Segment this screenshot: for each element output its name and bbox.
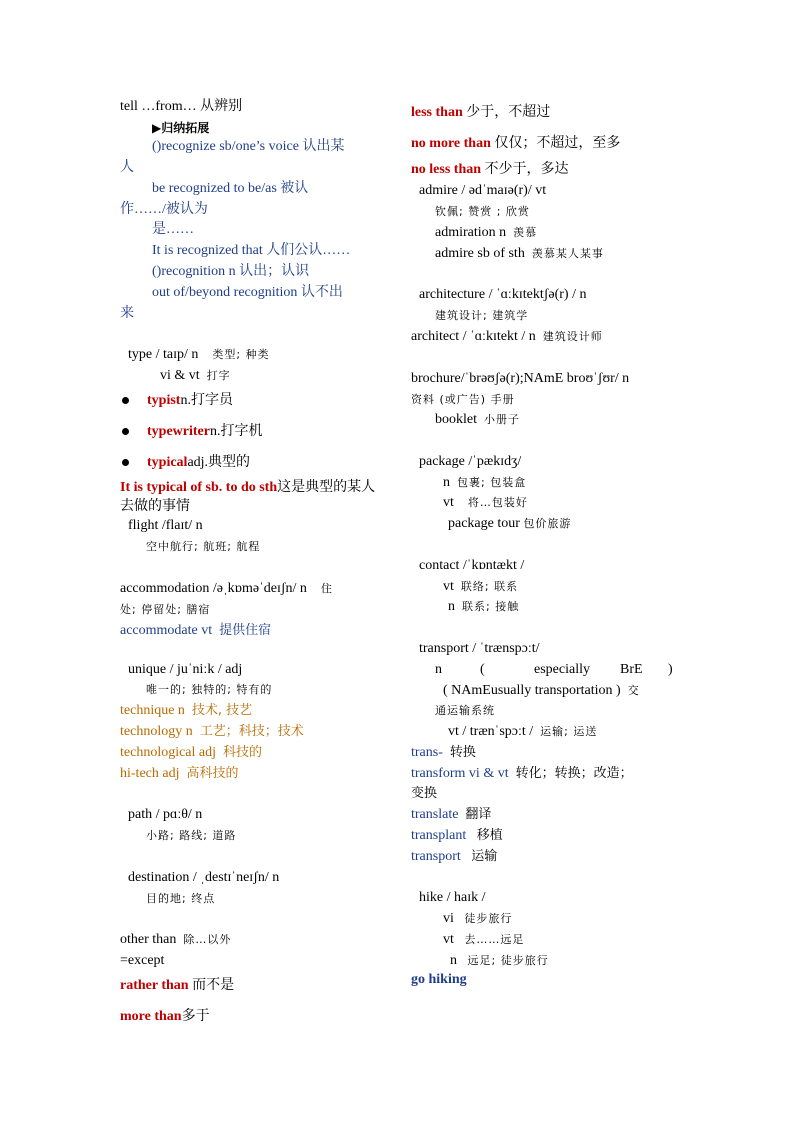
bullet-typist: typistn.打字员	[122, 391, 233, 411]
hitech-entry: hi-tech adj 高科技的	[120, 766, 239, 781]
type-meaning: 类型; 种类	[212, 348, 270, 361]
entry-other-than: other than 除…以外	[120, 932, 232, 947]
entry-tell: tell …from… 从辨别	[120, 99, 243, 114]
path-meaning: 小路; 路线; 道路	[146, 829, 237, 842]
accommodate-entry: accommodate vt 提供住宿	[120, 623, 272, 638]
transform-meaning-cont: 变换	[411, 786, 438, 801]
transport-noun-meaning: 通运输系统	[435, 704, 495, 717]
transport-noun: n	[435, 662, 442, 677]
recognize-phrase-2: be recognized to be/as 被认	[152, 181, 309, 196]
entry-no-less-than: no less than 不少于，多达	[411, 162, 569, 177]
transform-entry: transform vi & vt 转化；转换；改造；	[411, 766, 633, 781]
entry-admire: admire / ədˈmaɪə(r)/ vt	[419, 183, 547, 198]
transport-noun-paren: (	[480, 662, 485, 677]
contact-verb: vt 联络; 联系	[443, 579, 519, 594]
package-tour: package tour 包价旅游	[448, 516, 572, 531]
hike-vi: vi 徒步旅行	[443, 911, 513, 926]
entry-destination: destination / ˌdestɪˈneɪʃn/ n	[128, 870, 280, 885]
technique-entry: technique n 技术, 技艺	[120, 703, 253, 718]
entry-architect: architect / ˈɑːkɪtekt / n 建筑设计师	[411, 329, 603, 344]
typical-phrase-cont: 去做的事情	[120, 499, 190, 514]
entry-rather-than: rather than 而不是	[120, 978, 235, 993]
entry-less-than: less than 少于，不超过	[411, 105, 551, 120]
go-hiking-phrase: go hiking	[411, 972, 467, 987]
entry-no-more-than: no more than 仅仅；不超过，至多	[411, 136, 621, 151]
package-verb: vt 将…包装好	[443, 495, 528, 510]
recognize-phrase-2-cont: 作……/被认为	[120, 202, 208, 217]
transport2-entry: transport 运输	[411, 849, 498, 864]
entry-flight: flight /flaɪt/ n	[128, 518, 203, 533]
recognize-phrase-2-cont2: 是……	[152, 222, 194, 237]
transplant-entry: transplant 移植	[411, 828, 503, 843]
entry-type: type / taɪp/ n 类型; 种类	[128, 347, 270, 362]
entry-unique: unique / juˈniːk / adj	[128, 662, 243, 677]
transport-noun-bre: BrE	[620, 662, 643, 677]
entry-type-vt: vi & vt 打字	[160, 368, 231, 383]
bullet-icon	[122, 459, 129, 466]
recognition-phrase-cont: 来	[120, 306, 134, 321]
technological-entry: technological adj 科技的	[120, 745, 263, 760]
admire-meaning: 钦佩; 赞赏 ; 欣赏	[435, 205, 530, 218]
admire-sb-entry: admire sb of sth 羡慕某人某事	[435, 246, 604, 261]
hike-noun: n 远足; 徒步旅行	[450, 953, 549, 968]
transport-noun-paren-close: )	[668, 662, 673, 677]
entry-transport: transport / ˈtrænspɔːt/	[419, 641, 540, 656]
typical-phrase: It is typical of sb. to do sth这是典型的某人	[120, 480, 376, 495]
contact-noun: n 联系; 接触	[448, 599, 520, 614]
technology-entry: technology n 工艺；科技；技术	[120, 724, 304, 739]
expand-label: ▶归纳拓展	[152, 121, 210, 135]
recognition-noun: ()recognition n 认出；认识	[152, 264, 310, 279]
transport-noun-especially: especially	[534, 662, 590, 677]
entry-hike: hike / haɪk /	[419, 890, 486, 905]
transport-noun-usage: ( NAmEusually transportation ) 交	[443, 683, 640, 698]
hike-vt: vt 去……远足	[443, 932, 525, 947]
transport-verb: vt / trænˈspɔːt / 运输; 运送	[448, 724, 598, 739]
booklet-entry: booklet 小册子	[435, 412, 520, 427]
brochure-meaning: 资料 (或广告) 手册	[411, 393, 515, 406]
unique-meaning: 唯一的; 独特的; 特有的	[146, 683, 273, 696]
entry-more-than: more than多于	[120, 1009, 210, 1024]
bullet-typical: typicaladj.典型的	[122, 453, 250, 473]
translate-entry: translate 翻译	[411, 807, 492, 822]
architecture-meaning: 建筑设计; 建筑学	[435, 309, 529, 322]
trans-prefix: trans- 转换	[411, 745, 476, 760]
flight-meaning: 空中航行; 航班; 航程	[146, 540, 261, 553]
entry-path: path / pɑːθ/ n	[128, 807, 203, 822]
recognize-phrase-3: It is recognized that 人们公认……	[152, 243, 351, 258]
entry-brochure: brochure/ˈbrəʊʃə(r);NAmE broʊˈʃʊr/ n	[411, 371, 630, 386]
recognize-phrase-1: ()recognize sb/one’s voice 认出某	[152, 139, 345, 154]
recognize-phrase-1-cont: 人	[120, 160, 134, 175]
bullet-typewriter: typewritern.打字机	[122, 422, 262, 442]
except-entry: =except	[120, 953, 165, 968]
destination-meaning: 目的地; 终点	[146, 892, 216, 905]
accommodation-meaning: 处; 停留处; 膳宿	[120, 603, 211, 616]
bullet-icon	[122, 397, 129, 404]
entry-accommodation: accommodation /əˌkɒməˈdeɪʃn/ n 住	[120, 581, 333, 596]
bullet-icon	[122, 428, 129, 435]
admiration-entry: admiration n 羡慕	[435, 225, 538, 240]
entry-architecture: architecture / ˈɑːkɪtektʃə(r) / n	[419, 287, 587, 302]
recognition-phrase: out of/beyond recognition 认不出	[152, 285, 343, 300]
package-noun: n 包裹; 包装盒	[443, 475, 527, 490]
entry-contact: contact /ˈkɒntækt /	[419, 558, 525, 573]
entry-package: package /ˈpækɪdʒ/	[419, 454, 522, 469]
